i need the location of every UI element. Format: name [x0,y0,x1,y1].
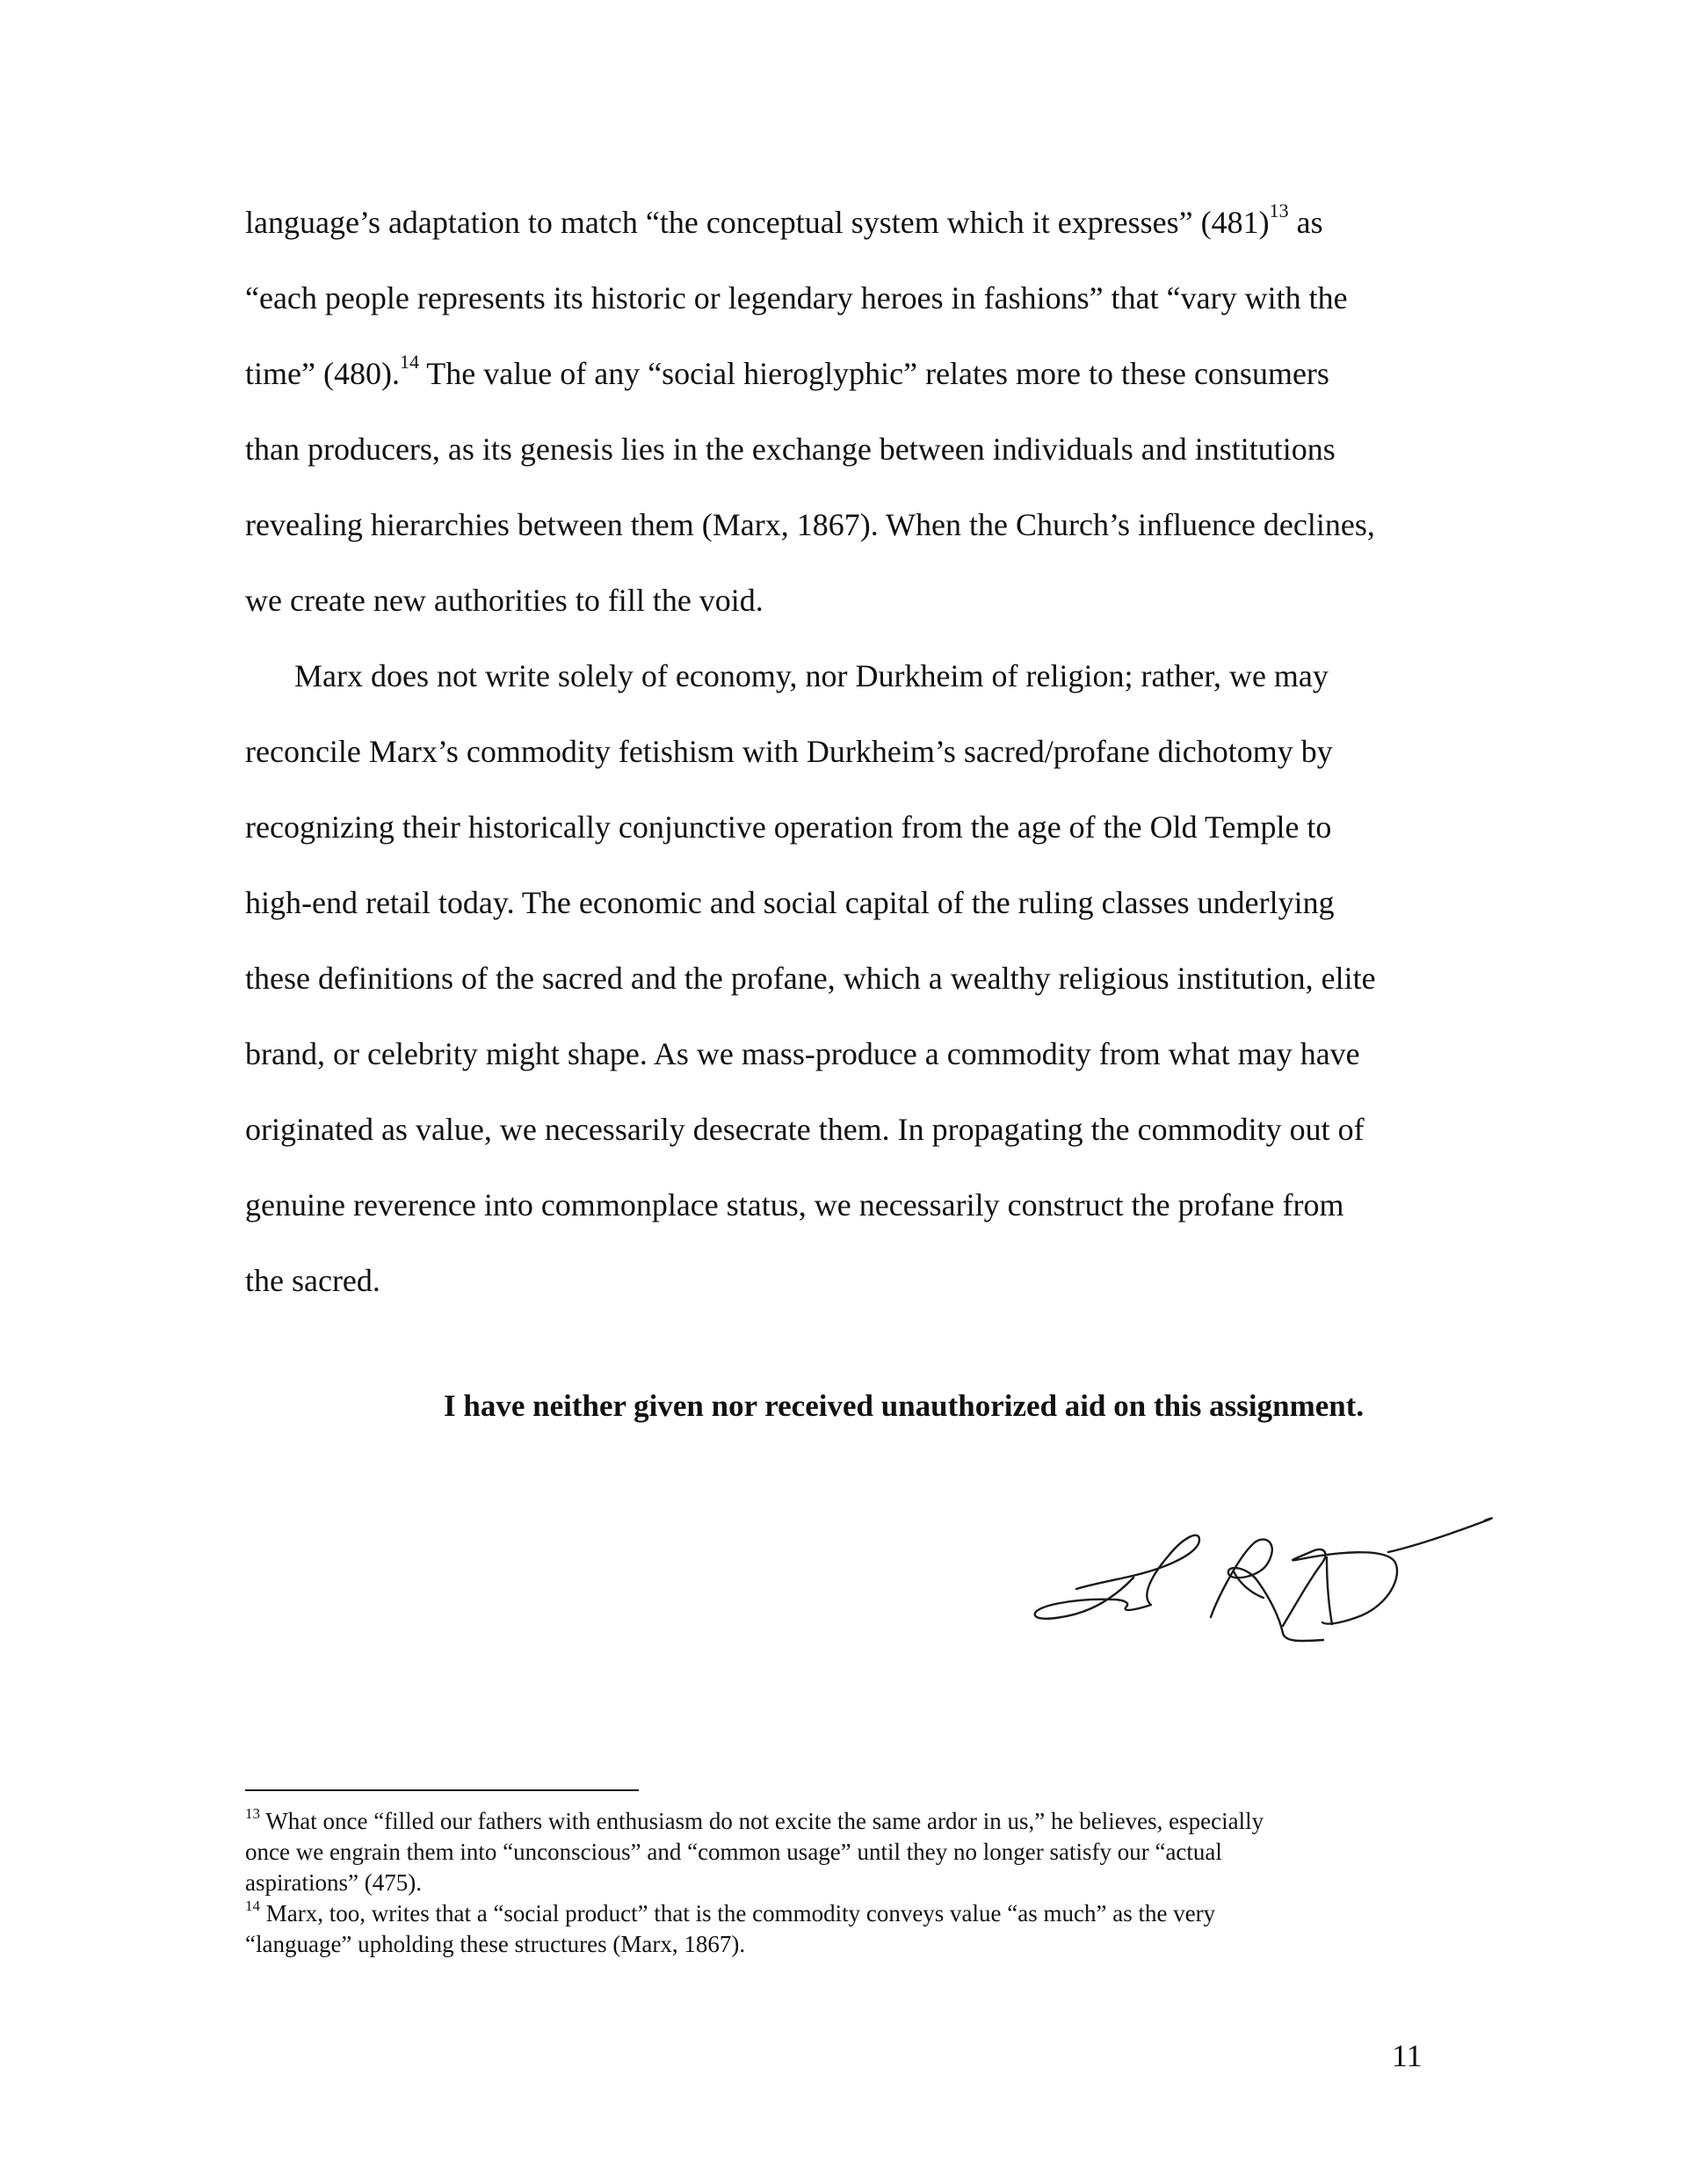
footnote-14 [245,1898,1431,1960]
text-line: recognizing their historically conjunctive operation from the age of the Old Temple to [245,809,1332,845]
text-line: time” (480).$^{14}$ The value of any “social hieroglyphic” relates more to these consumers [245,351,1329,391]
text-line: than producers, as its genesis lies in the exchange between individuals and institutions [245,432,1336,467]
text-line: the sacred. [245,1263,380,1298]
paragraph-1 [245,185,1423,638]
footnote-number: 14 [245,1897,260,1914]
handwritten-signature [1019,1494,1511,1643]
footnote-line: $^{14}$ Marx, too, writes that a “social product” that is the commodity conveys value “as much” as the very [245,1897,1216,1926]
text-line: we create new authorities to fill the void. [245,583,764,618]
text-line: high-end retail today. The economic and social capital of the ruling classes underlying [245,885,1335,920]
footnote-13 [245,1806,1431,1898]
footnote-line: once we engrain them into “unconscious” and “common usage” until they no longer satisfy our “actual [245,1839,1222,1865]
text-line: “each people represents its historic or legendary heroes in fashions” that “vary with the [245,280,1348,316]
footnote-marker-13: 13 [1269,200,1289,221]
text-line: language’s adaptation to match “the conceptual system which it expresses” $(481)^{13}$ as [245,200,1323,240]
text-line: these definitions of the sacred and the profane, which a wealthy religious institution, elite [245,961,1376,996]
footnote-separator [245,1789,639,1791]
footnote-line: “language” upholding these structures (Marx, 1867). [245,1931,746,1957]
footnotes [245,1806,1431,1960]
honor-pledge: I have neither given nor received unauthorized aid on this assignment. [444,1389,1365,1423]
text-line: reconcile Marx’s commodity fetishism with Durkheim’s sacred/profane dichotomy by [245,734,1333,769]
footnote-marker-14: 14 [399,351,419,373]
text-line: brand, or celebrity might shape. As we mass-produce a commodity from what may have [245,1036,1360,1071]
text-line: Marx does not write solely of economy, nor Durkheim of religion; rather, we may [294,658,1329,693]
footnote-line: $^{13}$ What once “filled our fathers with enthusiasm do not excite the same ardor in us,” he believes, especially [245,1805,1264,1834]
text-line: revealing hierarchies between them (Marx, 1867). When the Church’s influence declines, [245,507,1375,542]
body-text [245,185,1423,1318]
paragraph-2 [245,638,1423,1318]
page-number: 11 [1392,2038,1423,2073]
footnote-line: aspirations” (475). [245,1869,422,1896]
text-line: originated as value, we necessarily desecrate them. In propagating the commodity out of [245,1112,1365,1147]
footnote-number: 13 [245,1805,260,1822]
text-line: genuine reverence into commonplace status, we necessarily construct the profane from [245,1187,1344,1223]
